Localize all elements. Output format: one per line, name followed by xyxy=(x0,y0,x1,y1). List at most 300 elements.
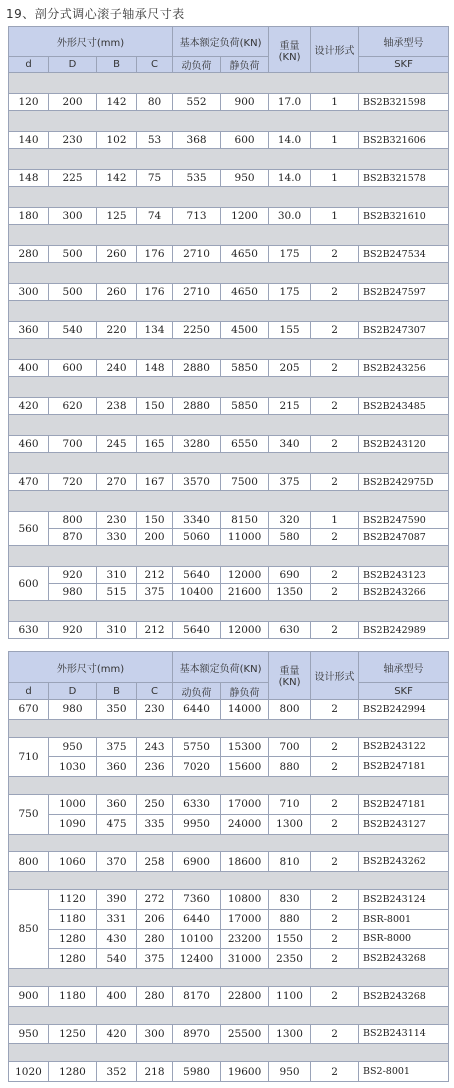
cell-c: 165 xyxy=(137,436,173,453)
cell-design: 2 xyxy=(311,322,359,339)
cell-b: 102 xyxy=(97,132,137,149)
cell-design: 2 xyxy=(311,622,359,639)
cell-b: 310 xyxy=(97,622,137,639)
cell-static-load: 17000 xyxy=(221,794,269,814)
cell-static-load: 7500 xyxy=(221,474,269,491)
col-dynamic: 动负荷 xyxy=(173,683,221,700)
table-row xyxy=(9,1062,449,1082)
cell-weight: 375 xyxy=(269,474,311,491)
cell-b: 220 xyxy=(97,322,137,339)
cell-design: 2 xyxy=(311,246,359,263)
cell-skf: BS2B243268 xyxy=(359,986,449,1006)
header-row-sub xyxy=(9,57,449,73)
cell-dynamic-load: 713 xyxy=(173,208,221,225)
cell-design: 2 xyxy=(311,794,359,814)
cell-b: 330 xyxy=(97,529,137,546)
cell-dynamic-load: 12400 xyxy=(173,949,221,969)
col-skf: SKF xyxy=(359,57,449,73)
cell-weight: 215 xyxy=(269,398,311,415)
cell-b: 430 xyxy=(97,929,137,949)
cell-b: 270 xyxy=(97,474,137,491)
cell-outer-d: 300 xyxy=(49,208,97,225)
design-header: 设计形式 xyxy=(311,27,359,73)
cell-design: 2 xyxy=(311,737,359,757)
cell-weight: 2350 xyxy=(269,949,311,969)
cell-outer-d: 500 xyxy=(49,284,97,301)
table-row xyxy=(9,699,449,719)
separator-row xyxy=(9,1006,449,1024)
cell-outer-d: 600 xyxy=(49,360,97,377)
cell-static-load: 15600 xyxy=(221,757,269,777)
cell-static-load: 21600 xyxy=(221,584,269,601)
cell-design: 1 xyxy=(311,208,359,225)
table-row xyxy=(9,170,449,187)
load-rating-header: 基本额定负荷(KN) xyxy=(173,652,269,683)
cell-b: 230 xyxy=(97,512,137,529)
cell-outer-d: 980 xyxy=(49,699,97,719)
cell-design: 1 xyxy=(311,512,359,529)
cell-skf: BS2B243262 xyxy=(359,852,449,872)
cell-design: 2 xyxy=(311,852,359,872)
cell-static-load: 12000 xyxy=(221,567,269,584)
bearing-no-header: 轴承型号 xyxy=(359,27,449,57)
cell-d: 400 xyxy=(9,360,49,377)
separator-row xyxy=(9,834,449,852)
separator-row xyxy=(9,491,449,512)
separator-row xyxy=(9,187,449,208)
cell-d: 630 xyxy=(9,622,49,639)
cell-skf: BS2B321598 xyxy=(359,94,449,111)
cell-skf: BS2B243123 xyxy=(359,567,449,584)
cell-outer-d: 1250 xyxy=(49,1024,97,1044)
col-d: d xyxy=(9,683,49,700)
cell-outer-d: 920 xyxy=(49,567,97,584)
cell-c: 236 xyxy=(137,757,173,777)
cell-outer-d: 1090 xyxy=(49,814,97,834)
table-row xyxy=(9,929,449,949)
cell-design: 2 xyxy=(311,567,359,584)
cell-dynamic-load: 9950 xyxy=(173,814,221,834)
cell-c: 218 xyxy=(137,1062,173,1082)
cell-skf: BSR-8001 xyxy=(359,909,449,929)
cell-c: 176 xyxy=(137,246,173,263)
cell-b: 352 xyxy=(97,1062,137,1082)
load-rating-header: 基本额定负荷(KN) xyxy=(173,27,269,57)
cell-c: 258 xyxy=(137,852,173,872)
col-C: C xyxy=(137,57,173,73)
table-row xyxy=(9,889,449,909)
cell-c: 280 xyxy=(137,929,173,949)
cell-design: 2 xyxy=(311,949,359,969)
cell-b: 125 xyxy=(97,208,137,225)
cell-design: 2 xyxy=(311,1024,359,1044)
cell-c: 206 xyxy=(137,909,173,929)
cell-b: 400 xyxy=(97,986,137,1006)
cell-b: 260 xyxy=(97,284,137,301)
separator-row xyxy=(9,415,449,436)
cell-skf: BS2B247597 xyxy=(359,284,449,301)
cell-dynamic-load: 2710 xyxy=(173,284,221,301)
cell-skf: BS2B242994 xyxy=(359,699,449,719)
cell-outer-d: 870 xyxy=(49,529,97,546)
cell-skf: BS2B243120 xyxy=(359,436,449,453)
separator-row xyxy=(9,1044,449,1062)
cell-outer-d: 200 xyxy=(49,94,97,111)
cell-skf: BS2B247181 xyxy=(359,757,449,777)
header-row-main xyxy=(9,27,449,57)
cell-static-load: 17000 xyxy=(221,909,269,929)
separator-cell xyxy=(9,301,449,322)
table-row xyxy=(9,398,449,415)
separator-row xyxy=(9,453,449,474)
cell-weight: 205 xyxy=(269,360,311,377)
cell-weight: 340 xyxy=(269,436,311,453)
separator-cell xyxy=(9,149,449,170)
col-C: C xyxy=(137,683,173,700)
table-row xyxy=(9,246,449,263)
cell-b: 515 xyxy=(97,584,137,601)
separator-cell xyxy=(9,834,449,852)
cell-weight: 175 xyxy=(269,284,311,301)
cell-design: 2 xyxy=(311,757,359,777)
table-row xyxy=(9,986,449,1006)
cell-b: 475 xyxy=(97,814,137,834)
cell-weight: 700 xyxy=(269,737,311,757)
cell-d: 800 xyxy=(9,852,49,872)
cell-dynamic-load: 6330 xyxy=(173,794,221,814)
bearing-table-2-body xyxy=(9,652,449,1082)
table-row xyxy=(9,909,449,929)
cell-dynamic-load: 552 xyxy=(173,94,221,111)
cell-outer-d: 1030 xyxy=(49,757,97,777)
cell-weight: 950 xyxy=(269,1062,311,1082)
table-row xyxy=(9,284,449,301)
cell-c: 74 xyxy=(137,208,173,225)
cell-dynamic-load: 5980 xyxy=(173,1062,221,1082)
cell-outer-d: 1180 xyxy=(49,909,97,929)
cell-dynamic-load: 5060 xyxy=(173,529,221,546)
cell-dynamic-load: 3280 xyxy=(173,436,221,453)
cell-d: 120 xyxy=(9,94,49,111)
cell-skf: BS2-8001 xyxy=(359,1062,449,1082)
cell-weight: 175 xyxy=(269,246,311,263)
separator-row xyxy=(9,546,449,567)
cell-c: 375 xyxy=(137,949,173,969)
separator-row xyxy=(9,301,449,322)
cell-outer-d: 1180 xyxy=(49,986,97,1006)
bearing-table-1 xyxy=(8,26,449,639)
cell-b: 260 xyxy=(97,246,137,263)
cell-static-load: 10800 xyxy=(221,889,269,909)
cell-skf: BS2B243256 xyxy=(359,360,449,377)
separator-cell xyxy=(9,777,449,795)
cell-c: 150 xyxy=(137,398,173,415)
cell-design: 2 xyxy=(311,529,359,546)
cell-static-load: 950 xyxy=(221,170,269,187)
table-row xyxy=(9,474,449,491)
cell-b: 370 xyxy=(97,852,137,872)
cell-static-load: 15300 xyxy=(221,737,269,757)
cell-b: 142 xyxy=(97,94,137,111)
cell-skf: BS2B243268 xyxy=(359,949,449,969)
table-row xyxy=(9,737,449,757)
cell-dynamic-load: 535 xyxy=(173,170,221,187)
cell-weight: 880 xyxy=(269,757,311,777)
table-row xyxy=(9,814,449,834)
separator-cell xyxy=(9,491,449,512)
cell-b: 245 xyxy=(97,436,137,453)
table-row xyxy=(9,949,449,969)
cell-dynamic-load: 10100 xyxy=(173,929,221,949)
cell-outer-d: 950 xyxy=(49,737,97,757)
cell-weight: 710 xyxy=(269,794,311,814)
col-B: B xyxy=(97,683,137,700)
col-static: 静负荷 xyxy=(221,57,269,73)
cell-static-load: 1200 xyxy=(221,208,269,225)
cell-weight: 1550 xyxy=(269,929,311,949)
cell-weight: 830 xyxy=(269,889,311,909)
page-title: 19、剖分式调心滚子轴承尺寸表 xyxy=(6,7,185,21)
cell-skf: BS2B247534 xyxy=(359,246,449,263)
cell-d: 148 xyxy=(9,170,49,187)
cell-weight: 880 xyxy=(269,909,311,929)
cell-static-load: 25500 xyxy=(221,1024,269,1044)
cell-static-load: 22800 xyxy=(221,986,269,1006)
separator-row xyxy=(9,377,449,398)
cell-dynamic-load: 8170 xyxy=(173,986,221,1006)
separator-row xyxy=(9,225,449,246)
cell-static-load: 18600 xyxy=(221,852,269,872)
cell-dynamic-load: 6900 xyxy=(173,852,221,872)
table-row xyxy=(9,208,449,225)
table-row xyxy=(9,436,449,453)
cell-b: 375 xyxy=(97,737,137,757)
cell-c: 176 xyxy=(137,284,173,301)
cell-c: 134 xyxy=(137,322,173,339)
cell-weight: 810 xyxy=(269,852,311,872)
separator-cell xyxy=(9,339,449,360)
col-skf: SKF xyxy=(359,683,449,700)
cell-static-load: 31000 xyxy=(221,949,269,969)
separator-cell xyxy=(9,453,449,474)
cell-d: 900 xyxy=(9,986,49,1006)
cell-skf: BS2B242975D xyxy=(359,474,449,491)
cell-c: 272 xyxy=(137,889,173,909)
outer-dims-header: 外形尺寸(mm) xyxy=(9,27,173,57)
cell-dynamic-load: 6440 xyxy=(173,699,221,719)
cell-b: 331 xyxy=(97,909,137,929)
cell-static-load: 4650 xyxy=(221,246,269,263)
separator-cell xyxy=(9,1044,449,1062)
outer-dims-header: 外形尺寸(mm) xyxy=(9,652,173,683)
separator-cell xyxy=(9,719,449,737)
separator-cell xyxy=(9,415,449,436)
cell-d: 460 xyxy=(9,436,49,453)
table-row xyxy=(9,360,449,377)
table-row xyxy=(9,794,449,814)
cell-c: 250 xyxy=(137,794,173,814)
cell-outer-d: 1000 xyxy=(49,794,97,814)
cell-d: 670 xyxy=(9,699,49,719)
col-d: d xyxy=(9,57,49,73)
cell-static-load: 11000 xyxy=(221,529,269,546)
cell-static-load: 600 xyxy=(221,132,269,149)
separator-cell xyxy=(9,601,449,622)
separator-row xyxy=(9,149,449,170)
cell-dynamic-load: 2710 xyxy=(173,246,221,263)
cell-d: 470 xyxy=(9,474,49,491)
cell-design: 1 xyxy=(311,170,359,187)
cell-skf: BS2B243485 xyxy=(359,398,449,415)
header-row-sub xyxy=(9,683,449,700)
table-row xyxy=(9,512,449,529)
cell-d: 600 xyxy=(9,567,49,601)
cell-weight: 630 xyxy=(269,622,311,639)
cell-skf: BSR-8000 xyxy=(359,929,449,949)
cell-outer-d: 230 xyxy=(49,132,97,149)
cell-skf: BS2B321606 xyxy=(359,132,449,149)
col-dynamic: 动负荷 xyxy=(173,57,221,73)
separator-row xyxy=(9,73,449,94)
header-row-main xyxy=(9,652,449,683)
separator-row xyxy=(9,777,449,795)
cell-design: 2 xyxy=(311,814,359,834)
cell-weight: 14.0 xyxy=(269,132,311,149)
cell-design: 2 xyxy=(311,360,359,377)
cell-b: 420 xyxy=(97,1024,137,1044)
table-row xyxy=(9,757,449,777)
cell-outer-d: 1280 xyxy=(49,1062,97,1082)
cell-b: 540 xyxy=(97,949,137,969)
cell-outer-d: 1280 xyxy=(49,949,97,969)
cell-weight: 1350 xyxy=(269,584,311,601)
cell-outer-d: 700 xyxy=(49,436,97,453)
cell-b: 360 xyxy=(97,794,137,814)
cell-b: 350 xyxy=(97,699,137,719)
cell-outer-d: 1120 xyxy=(49,889,97,909)
cell-design: 2 xyxy=(311,436,359,453)
cell-b: 238 xyxy=(97,398,137,415)
separator-cell xyxy=(9,969,449,987)
bearing-table-1-body xyxy=(9,27,449,639)
cell-static-load: 6550 xyxy=(221,436,269,453)
cell-skf: BS2B247307 xyxy=(359,322,449,339)
cell-dynamic-load: 2250 xyxy=(173,322,221,339)
separator-row xyxy=(9,872,449,890)
col-static: 静负荷 xyxy=(221,683,269,700)
table-row xyxy=(9,852,449,872)
separator-cell xyxy=(9,263,449,284)
cell-dynamic-load: 368 xyxy=(173,132,221,149)
cell-design: 2 xyxy=(311,284,359,301)
cell-d: 180 xyxy=(9,208,49,225)
separator-row xyxy=(9,339,449,360)
cell-d: 360 xyxy=(9,322,49,339)
cell-b: 360 xyxy=(97,757,137,777)
table-row xyxy=(9,1024,449,1044)
separator-cell xyxy=(9,225,449,246)
separator-cell xyxy=(9,111,449,132)
cell-b: 142 xyxy=(97,170,137,187)
cell-static-load: 5850 xyxy=(221,360,269,377)
cell-dynamic-load: 3340 xyxy=(173,512,221,529)
cell-dynamic-load: 3570 xyxy=(173,474,221,491)
cell-weight: 17.0 xyxy=(269,94,311,111)
cell-design: 2 xyxy=(311,929,359,949)
cell-c: 230 xyxy=(137,699,173,719)
cell-skf: BS2B247087 xyxy=(359,529,449,546)
cell-d: 850 xyxy=(9,889,49,968)
col-D: D xyxy=(49,683,97,700)
cell-outer-d: 1280 xyxy=(49,929,97,949)
cell-c: 300 xyxy=(137,1024,173,1044)
cell-skf: BS2B321610 xyxy=(359,208,449,225)
cell-dynamic-load: 5750 xyxy=(173,737,221,757)
weight-header: 重量 (KN) xyxy=(269,652,311,700)
cell-outer-d: 920 xyxy=(49,622,97,639)
cell-skf: BS2B243124 xyxy=(359,889,449,909)
cell-design: 2 xyxy=(311,1062,359,1082)
table-row xyxy=(9,584,449,601)
col-B: B xyxy=(97,57,137,73)
separator-cell xyxy=(9,73,449,94)
cell-outer-d: 800 xyxy=(49,512,97,529)
cell-outer-d: 980 xyxy=(49,584,97,601)
cell-dynamic-load: 7020 xyxy=(173,757,221,777)
col-D: D xyxy=(49,57,97,73)
design-header: 设计形式 xyxy=(311,652,359,700)
cell-design: 2 xyxy=(311,909,359,929)
separator-row xyxy=(9,719,449,737)
cell-dynamic-load: 2880 xyxy=(173,398,221,415)
cell-d: 950 xyxy=(9,1024,49,1044)
cell-static-load: 19600 xyxy=(221,1062,269,1082)
cell-weight: 1100 xyxy=(269,986,311,1006)
cell-design: 1 xyxy=(311,94,359,111)
cell-static-load: 4500 xyxy=(221,322,269,339)
cell-weight: 690 xyxy=(269,567,311,584)
table-row xyxy=(9,132,449,149)
cell-skf: BS2B243122 xyxy=(359,737,449,757)
cell-skf: BS2B242989 xyxy=(359,622,449,639)
cell-outer-d: 500 xyxy=(49,246,97,263)
cell-d: 420 xyxy=(9,398,49,415)
cell-weight: 800 xyxy=(269,699,311,719)
cell-c: 280 xyxy=(137,986,173,1006)
cell-dynamic-load: 8970 xyxy=(173,1024,221,1044)
cell-static-load: 900 xyxy=(221,94,269,111)
cell-static-load: 14000 xyxy=(221,699,269,719)
separator-cell xyxy=(9,872,449,890)
cell-static-load: 24000 xyxy=(221,814,269,834)
weight-header: 重量 (KN) xyxy=(269,27,311,73)
cell-c: 53 xyxy=(137,132,173,149)
cell-weight: 1300 xyxy=(269,814,311,834)
cell-d: 140 xyxy=(9,132,49,149)
cell-weight: 14.0 xyxy=(269,170,311,187)
cell-b: 390 xyxy=(97,889,137,909)
cell-c: 80 xyxy=(137,94,173,111)
cell-c: 243 xyxy=(137,737,173,757)
cell-static-load: 23200 xyxy=(221,929,269,949)
cell-static-load: 12000 xyxy=(221,622,269,639)
separator-cell xyxy=(9,546,449,567)
cell-design: 2 xyxy=(311,584,359,601)
cell-dynamic-load: 5640 xyxy=(173,567,221,584)
cell-weight: 320 xyxy=(269,512,311,529)
separator-cell xyxy=(9,187,449,208)
cell-static-load: 5850 xyxy=(221,398,269,415)
